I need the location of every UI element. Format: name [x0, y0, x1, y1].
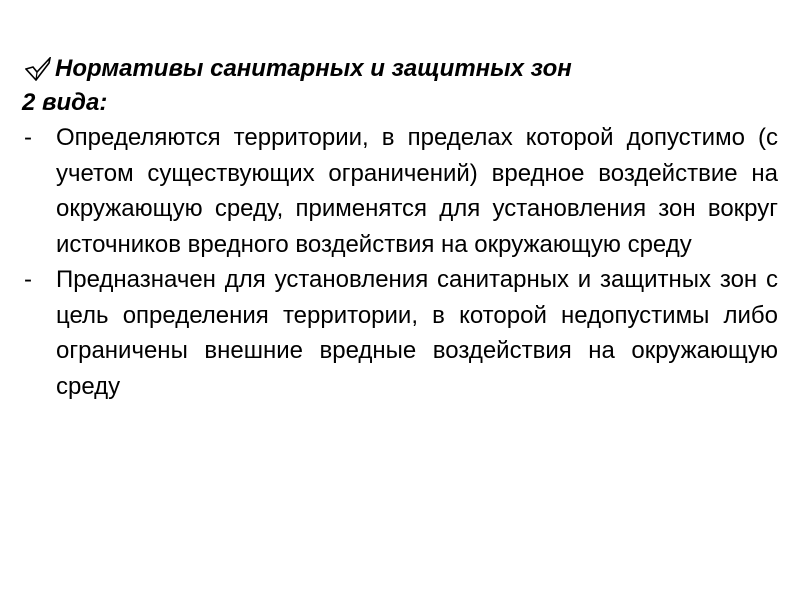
dash-bullet: -	[24, 124, 32, 151]
heading-row	[22, 52, 778, 86]
slide-content	[22, 52, 778, 404]
list-item-text: Предназначен для установления санитарных и защитных зон с цель определения территории, в которой недопустимы либо ограничены внешние вредные воздействия на окружающую среду	[56, 266, 778, 400]
dash-bullet: -	[24, 266, 32, 293]
list-item	[22, 262, 778, 404]
list-item	[22, 120, 778, 262]
checkmark-arrow-icon	[25, 57, 51, 81]
slide-subheading: 2 вида:	[22, 89, 108, 116]
bullet-list	[22, 120, 778, 404]
list-item-text: Определяются территории, в пределах которой допустимо (с учетом существующих ограничений) вредное воздействие на окружающую среду, применятся для установления зон вокруг источников вредного воздействия на окружающую среду	[56, 124, 778, 258]
slide-heading: Нормативы санитарных и защитных зон	[55, 55, 572, 82]
